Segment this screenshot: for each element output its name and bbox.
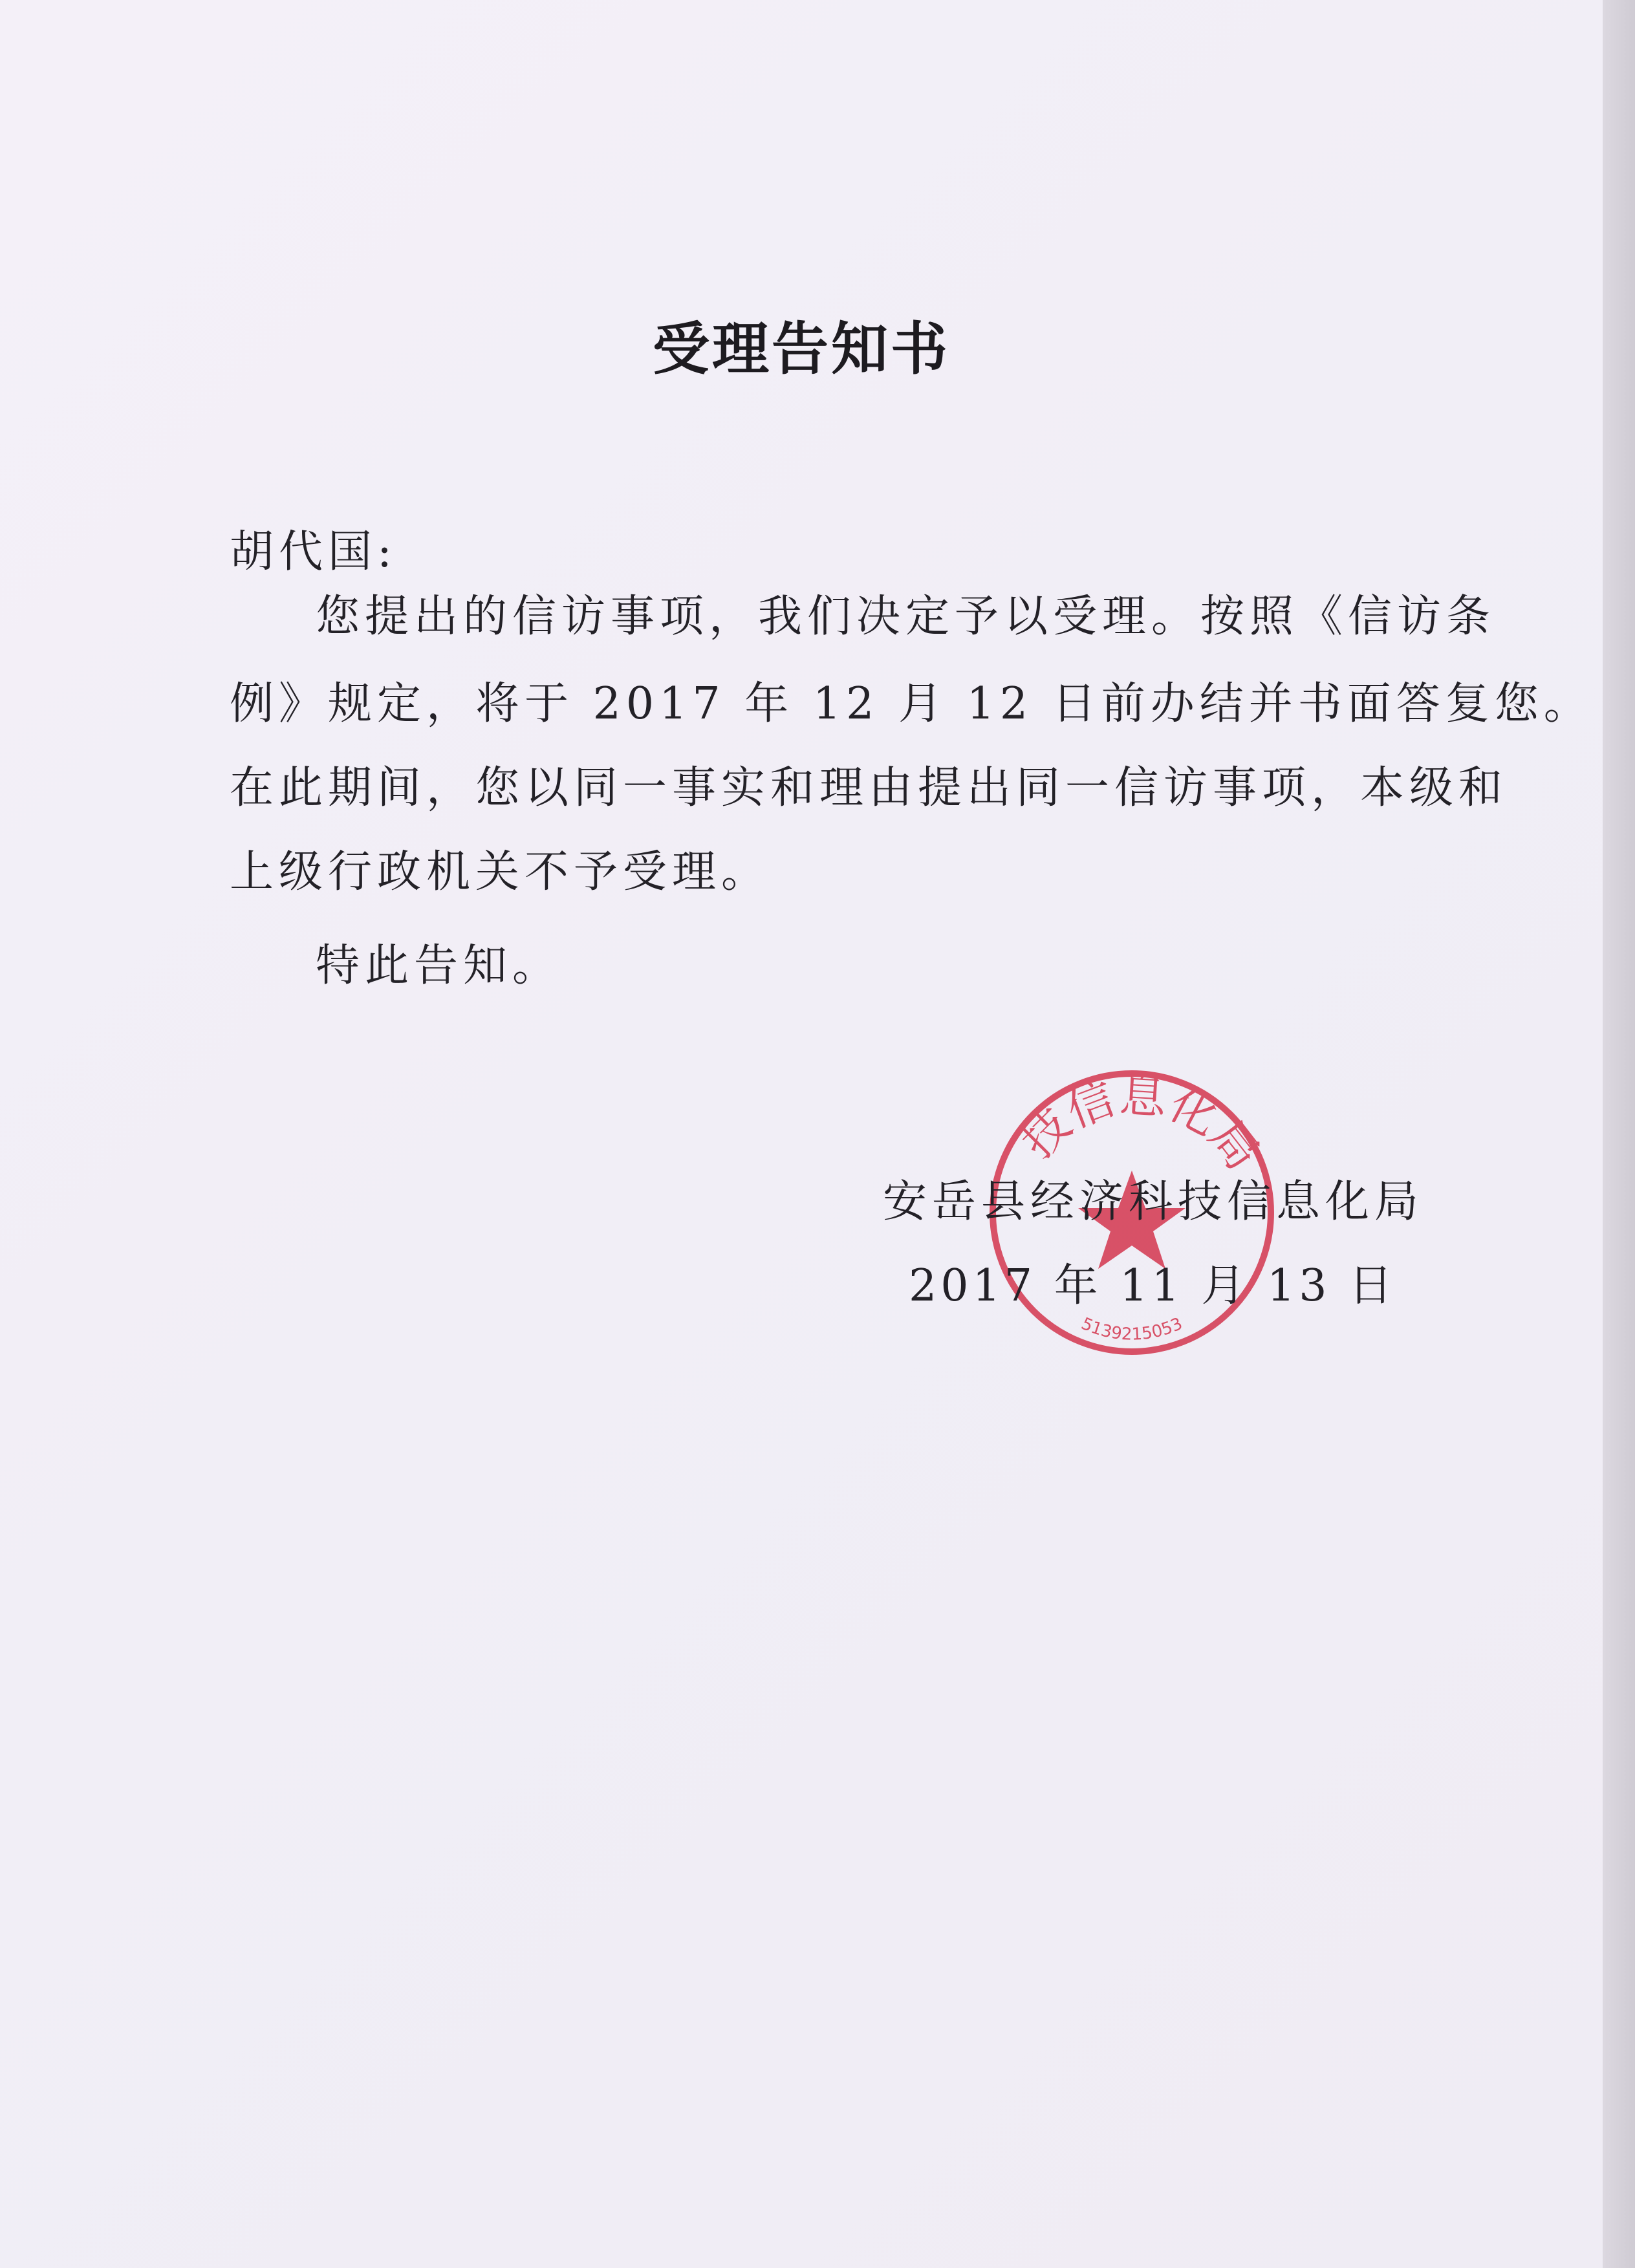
closing-text: 特此告知。 bbox=[316, 940, 562, 991]
body-line-3: 在此期间，您以同一事实和理由提出同一信访事项，本级和 bbox=[230, 762, 1508, 814]
document-title: 受理告知书 bbox=[652, 315, 950, 382]
signature-organization: 安岳县经济科技信息化局 bbox=[883, 1176, 1424, 1227]
seal-arc-text: 技信息化局 bbox=[1010, 1068, 1271, 1180]
body-line-2: 例》规定，将于 2017 年 12 月 12 日前办结并书面答复您。 bbox=[230, 678, 1593, 729]
body-line-1: 您提出的信访事项，我们决定予以受理。按照《信访条 bbox=[316, 591, 1496, 642]
salutation: 胡代国: bbox=[230, 526, 397, 578]
page-edge bbox=[1603, 0, 1635, 2268]
signature-date: 2017 年 11 月 13 日 bbox=[909, 1260, 1397, 1312]
body-line-4: 上级行政机关不予受理。 bbox=[230, 847, 771, 898]
seal-serial: 5139215053 bbox=[1078, 1313, 1186, 1345]
